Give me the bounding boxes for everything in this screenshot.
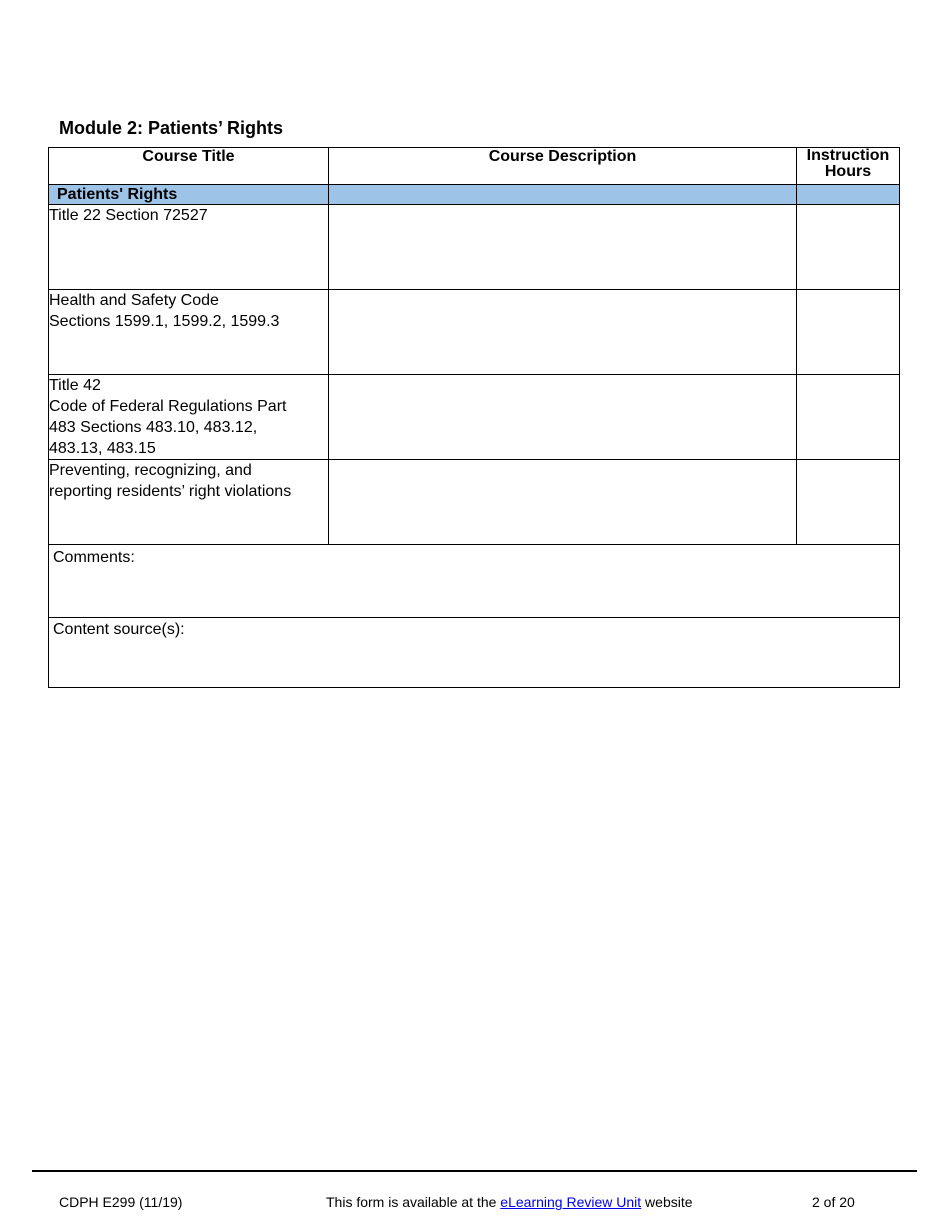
course-title-line: 483 Sections 483.10, 483.12, [49,419,258,436]
table-row [49,290,900,375]
course-title-line: 483.13, 483.15 [49,440,156,457]
page-number: 2 of 20 [812,1194,855,1210]
header-row [49,148,900,185]
comments-label: Comments: [53,549,135,566]
header-course-title: Course Title [49,148,329,185]
course-title-line: Preventing, recognizing, and [49,462,252,479]
instruction-hours-cell[interactable] [797,205,900,290]
instruction-hours-cell[interactable] [797,375,900,460]
comments-field[interactable] [49,545,900,618]
course-description-cell[interactable] [329,290,797,375]
course-description-cell[interactable] [329,205,797,290]
course-table [48,147,900,688]
header-instruction-hours-line1: Instruction [806,147,890,164]
course-title-line: Sections 1599.1, 1599.2, 1599.3 [49,313,280,330]
course-title-cell [49,290,329,375]
content-sources-label: Content source(s): [53,621,185,638]
course-title-cell [49,460,329,545]
comments-row [49,545,900,618]
elearning-review-unit-link[interactable]: eLearning Review Unit [500,1194,642,1210]
course-title-cell [49,205,329,290]
content-sources-field[interactable] [49,618,900,688]
form-id: CDPH E299 (11/19) [59,1194,183,1210]
section-description-cell [329,185,797,205]
instruction-hours-cell[interactable] [797,290,900,375]
section-title: Patients' Rights [49,185,329,205]
section-hours-cell [797,185,900,205]
footer-divider [32,1170,917,1172]
course-title-line: Title 42 [49,377,101,394]
table-row [49,375,900,460]
table-row [49,460,900,545]
availability-suffix: website [641,1194,693,1210]
header-course-description: Course Description [329,148,797,185]
course-title-cell [49,375,329,460]
course-description-cell[interactable] [329,375,797,460]
header-instruction-hours-line2: Hours [824,163,872,180]
content-sources-row [49,618,900,688]
header-instruction-hours [797,148,900,185]
course-description-cell[interactable] [329,460,797,545]
course-title-line: Health and Safety Code [49,292,219,309]
availability-prefix: This form is available at the [326,1194,501,1210]
instruction-hours-cell[interactable] [797,460,900,545]
course-title-line: Title 22 Section 72527 [49,207,208,224]
module-title: Module 2: Patients’ Rights [59,118,284,138]
course-title-line: reporting residents’ right violations [49,483,292,500]
availability-note [326,1194,693,1210]
course-title-line: Code of Federal Regulations Part [49,398,287,415]
table-row [49,205,900,290]
section-row [49,185,900,205]
